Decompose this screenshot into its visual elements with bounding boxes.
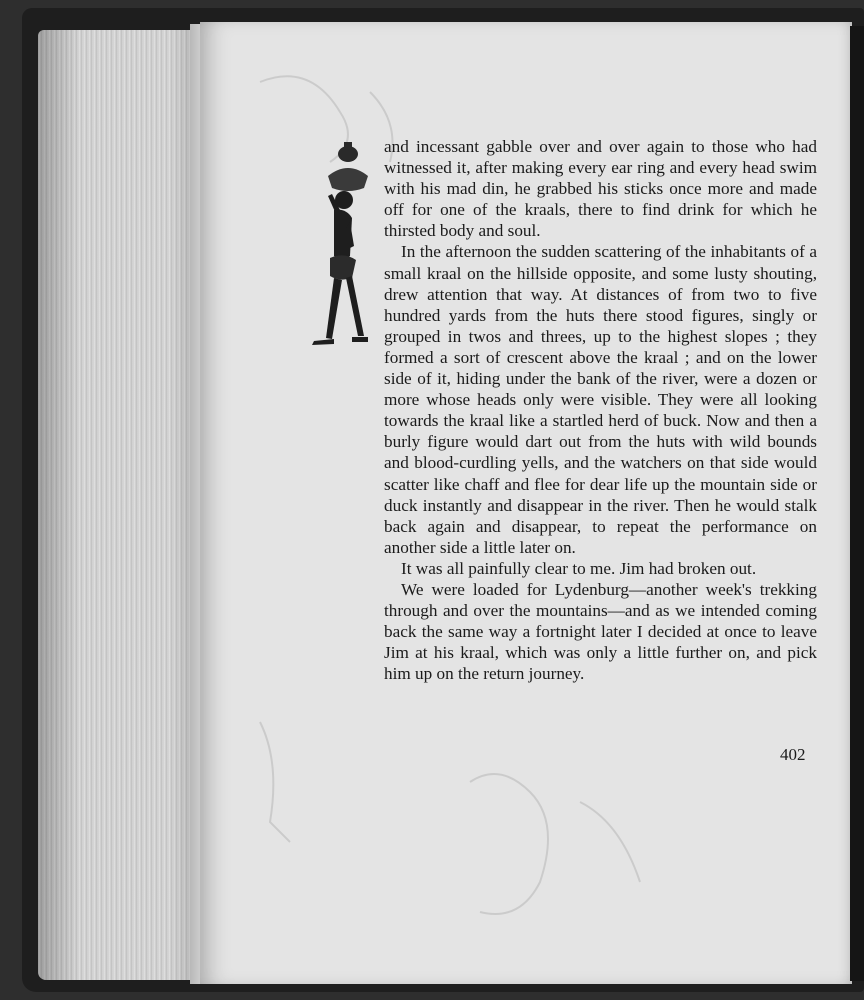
page-block-shade <box>38 30 203 980</box>
paragraph-lydenburg: We were loaded for Lydenburg—another week's trekking through and over the mountains—and as we intended coming back the same way a fortnight later I decided at once to leave Jim at his kraal, which was only a little further on, and pick him up on the return journey. <box>384 579 817 684</box>
facing-page-edge <box>850 26 864 981</box>
paragraph-continued: and incessant gabble over and over again to those who had witnessed it, after making every ear ring and every head swim with his mad din, he grabbed his sticks once more and made off for one of the kraals, there to find drink for which he thirsted body and soul. <box>384 137 817 241</box>
paragraph-jim-broke-out: It was all painfully clear to me. Jim had broken out. <box>401 558 757 578</box>
body-text <box>384 136 817 684</box>
page-number: 402 <box>780 745 806 764</box>
paragraph-afternoon: In the afternoon the sudden scattering of the inhabitants of a small kraal on the hillside opposite, and some lusty shouting, drew attention that way. At distances of from two to five hundred yards from the huts there stood figures, singly or grouped in twos and threes, up to the highest slopes ; they formed a sort of crescent above the kraal ; and on the lower side of it, hiding under the bank of the river, were a dozen or more whose heads only were visible. They were all looking towards the kraal like a startled herd of buck. Now and then a burly figure would dart out from the huts with wild bounds and blood-curdling yells, and the watchers on that side would scatter like chaff and flee for dear life up the mountain side or duck instantly and disappear in the river. Then he would stalk back again and disappear, to repeat the performance on another side a little later on. <box>384 242 817 557</box>
woman-carrying-pot-figure-icon <box>306 138 376 353</box>
